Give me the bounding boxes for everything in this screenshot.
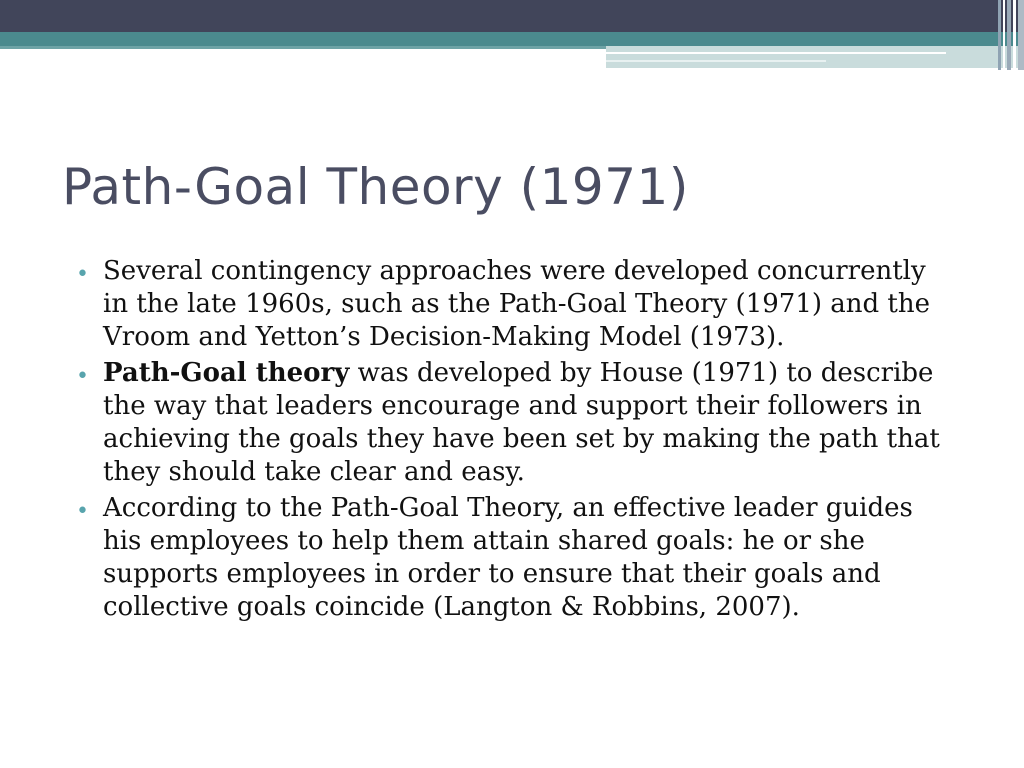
bullet-text: According to the Path-Goal Theory, an effective leader guides his employees to help them attain shared goals: he or she supports employees in order to ensure that their goals and collective goals coincide (Langton & Robbins, 2007). (103, 493, 913, 622)
corner-stripe (998, 0, 1001, 70)
bullet-icon: • (76, 262, 89, 287)
slide-title: Path-Goal Theory (1971) (62, 158, 689, 216)
corner-stripe (1018, 0, 1024, 70)
header-dark-bar (0, 0, 1024, 32)
bullet-item (78, 492, 958, 624)
header-teal-line (0, 46, 606, 49)
corner-stripes-decoration (994, 0, 1024, 70)
corner-stripe (1003, 0, 1005, 70)
bullet-icon: • (76, 499, 89, 524)
header-teal-band (0, 32, 1024, 46)
bullet-text: was developed by House (1971) to describe the way that leaders encourage and support their followers in achieving the goals they have been set by making the path that they should take clear and easy. (103, 358, 940, 487)
bullet-text: Several contingency approaches were developed concurrently in the late 1960s, such as the Path-Goal Theory (1971) and the Vroom and Yetton’s Decision-Making Model (1973). (103, 256, 931, 352)
header-accent-line (606, 52, 946, 54)
bullet-item (78, 255, 958, 354)
corner-stripe (1013, 0, 1016, 70)
corner-stripe (1007, 0, 1011, 70)
bullet-icon: • (76, 364, 89, 389)
bullet-item (78, 357, 958, 489)
header-accent-line-secondary (606, 60, 826, 62)
bullet-list (78, 255, 958, 627)
header-pale-block (606, 46, 1024, 68)
bullet-bold-term: Path-Goal theory (103, 358, 350, 388)
